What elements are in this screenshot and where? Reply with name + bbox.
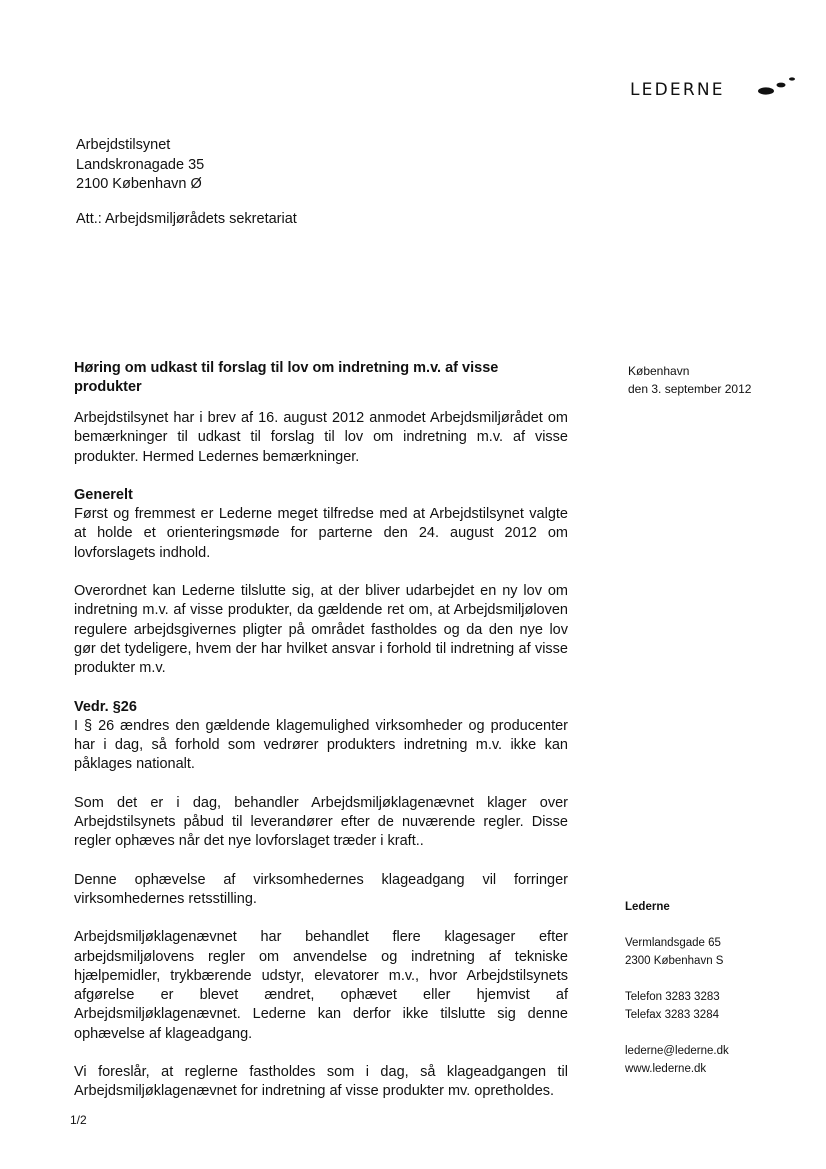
sender-address [625,934,729,970]
lederne-logo [630,74,810,102]
paragraph: Arbejdsmiljøklagenævnet har behandlet flere klagesager efter arbejdsmiljølovens regler om anvendelse og indretning af tekniske hjælpemidler, trykbærende udstyr, elevatorer m.v., hvor Arbejdstilsynets afgørelse er blevet ændret, ophævet eller hjemvist af Arbejdsmiljøklagenævnet. Lederne kan derfor ikke tilslutte sig denne ophævelse af klageadgang. [74,929,568,1042]
sender-fax: Telefax 3283 3284 [625,1009,719,1021]
letter-city: København [628,364,690,378]
paragraph: Overordnet kan Lederne tilslutte sig, at der bliver udarbejdet en ny lov om indretning m.v. af visse produkter, da gældende ret om, at Arbejdsmiljøloven regulere arbejdsgivernes pligter på området fastholdes og da den nye lov gør det tydeligere, hvem der har hvilket ansvar i forhold til indretning af visse produkter m.v. [74,583,568,677]
paragraph: Denne ophævelse af virksomhedernes klageadgang vil forringer virksomhedernes retsstilling. [74,871,568,907]
sender-website: www.lederne.dk [625,1063,707,1075]
sender-street: Vermlandsgade 65 [625,937,721,949]
logo-text: LEDERNE [630,80,725,100]
letter-date-block [628,362,751,398]
paragraph: Vi foreslår, at reglerne fastholdes som i dag, så klageadgangen til Arbejdsmiljøklagenævnet for indretning af visse produkter mv. opretholdes. [74,1064,568,1100]
attention-line: Att.: Arbejdsmiljørådets sekretariat [76,211,297,227]
letter-date: den 3. september 2012 [628,382,752,396]
sender-postal: 2300 København S [625,955,724,967]
recipient-address [76,136,204,195]
sender-phone: Telefon 3283 3283 [625,991,720,1003]
paragraph: Som det er i dag, behandler Arbejdsmiljøklagenævnet klager over Arbejdstilsynets påbud til leverandører efter de nuværende regler. Disse regler ophæves når det nye lovforslaget træder i kraft.. [74,794,568,850]
paragraph: Først og fremmest er Lederne meget tilfredse med at Arbejdstilsynet valgte at holde et orienteringsmøde for parterne den 24. august 2012 om lovforslagets indhold. [74,506,568,561]
sender-online [625,1042,729,1078]
sender-contact-block [625,898,729,1078]
recipient-street: Landskronagade 35 [76,156,205,173]
page-number: 1/2 [70,1113,87,1127]
recipient-name: Arbejdstilsynet [76,137,171,153]
sender-phones [625,988,729,1024]
letter-body [74,359,568,1121]
paragraph: I § 26 ændres den gældende klagemulighed virksomheder og producenter har i dag, så forhold som vedrører produkters indretning m.v. ikke kan påklages nationalt. [74,717,568,773]
section-heading-paragraph-26: Vedr. §26 [74,698,137,715]
logo-dots-icon [757,74,807,100]
recipient-city: 2100 København Ø [76,176,202,192]
intro-paragraph: Arbejdstilsynet har i brev af 16. august 2012 anmodet Arbejdsmiljørådet om bemærkninger til udkast til forslag til lov om indretning m.v. af visse produkter. Hermed Ledernes bemærkninger. [74,410,568,465]
sender-email: lederne@lederne.dk [625,1045,729,1057]
section-heading-generelt: Generelt [74,486,133,503]
sender-name: Lederne [625,901,670,913]
letter-title: Høring om udkast til forslag til lov om indretning m.v. af visse produkter [74,360,499,395]
